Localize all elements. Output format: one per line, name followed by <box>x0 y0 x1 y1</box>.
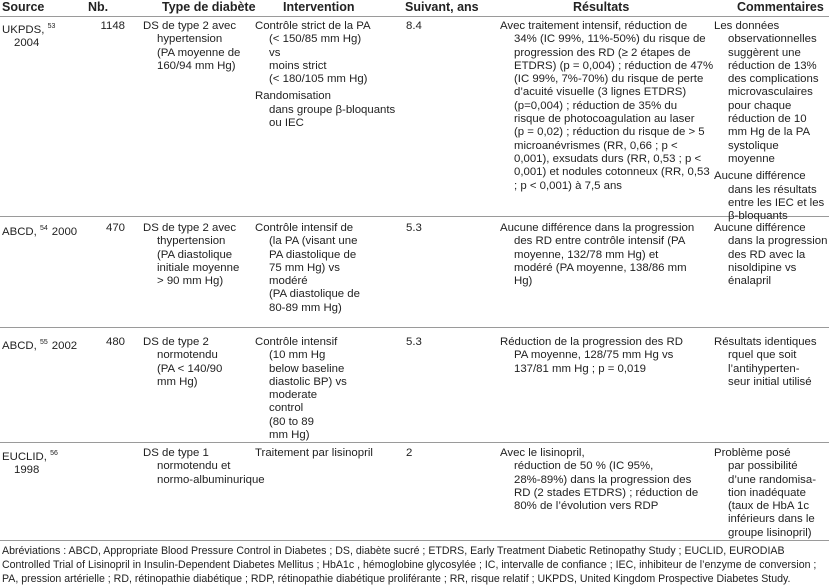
text-line: dans la progression <box>728 235 828 248</box>
text-line: ou IEC <box>269 117 304 130</box>
text-line: réduction de 10 <box>728 113 807 126</box>
text-line: DS de type 2 avec <box>143 222 237 234</box>
text-line: moyenne <box>728 152 775 165</box>
text-line: Aucune différence <box>714 222 806 234</box>
text-line: microanévrismes (RR, 0,66 ; p < <box>514 139 678 152</box>
paragraph <box>255 447 373 460</box>
header-nb: Nb. <box>88 0 109 14</box>
text-line: moins strict <box>269 59 327 72</box>
text-line: par possibilité <box>728 460 798 473</box>
intervention-cell <box>255 20 395 130</box>
text-line: l’antihyperten- <box>728 362 800 375</box>
text-line: β-bloquants <box>728 210 788 223</box>
header-source: Source <box>2 0 45 14</box>
paragraph <box>714 170 824 223</box>
text-line: PA moyenne, 128/75 mm Hg vs <box>514 349 674 362</box>
text-line: suggèrent une <box>728 46 801 59</box>
diabetes-type-cell <box>143 222 239 288</box>
paragraph <box>500 20 713 193</box>
text-line: DS de type 2 <box>143 336 209 348</box>
text-line: Avec traitement intensif, réduction de <box>500 20 688 32</box>
text-line: Traitement par lisinopril <box>255 447 373 459</box>
paragraph <box>500 336 683 376</box>
text-line: d’acuité visuelle (3 lignes ETDRS) <box>514 86 687 99</box>
text-line: Aucune différence <box>714 170 806 183</box>
paragraph <box>714 336 817 389</box>
intervention-cell <box>255 336 347 442</box>
source-year: 2000 <box>51 226 78 238</box>
text-line: 34% (IC 99%, 11%-50%) du risque de <box>514 33 706 46</box>
text-line: normo-albuminurique <box>157 473 265 486</box>
text-line: RD (2 stades ETDRS) ; réduction de <box>514 486 699 499</box>
paragraph <box>255 222 360 315</box>
text-line: réduction de 13% <box>728 59 817 72</box>
paragraph <box>714 447 816 540</box>
text-line: Aucune différence dans la progression <box>500 222 695 234</box>
text-line: observationnelles <box>728 33 817 46</box>
text-line: des complications <box>728 73 819 86</box>
text-line: moyenne, 132/78 mm Hg) et <box>514 248 659 261</box>
text-line: DS de type 1 <box>143 447 209 459</box>
source-name: ABCD, <box>2 226 40 238</box>
paragraph <box>143 222 239 288</box>
text-line: thypertension <box>157 235 226 248</box>
header-results: Résultats <box>573 0 630 14</box>
row-divider <box>0 540 829 541</box>
text-line: dans groupe β-bloquants <box>269 103 396 116</box>
source-cell <box>2 336 77 353</box>
paragraph <box>255 336 347 442</box>
followup-cell: 2 <box>406 447 413 459</box>
text-line: 80% de l’évolution vers RDP <box>514 500 659 513</box>
source-year: 1998 <box>14 464 40 477</box>
comments-cell <box>714 447 816 540</box>
text-line: Randomisation <box>255 90 331 103</box>
text-line: mm Hg) <box>269 429 310 442</box>
text-line: réduction de 50 % (IC 95%, <box>514 460 654 473</box>
text-line: hypertension <box>157 33 223 46</box>
text-line: (80 to 89 <box>269 415 314 428</box>
text-line: (< 180/105 mm Hg) <box>269 73 368 86</box>
count-cell: 480 <box>105 336 125 348</box>
text-line: dans les résultats <box>728 183 817 196</box>
diabetes-type-cell <box>143 447 265 487</box>
row-divider <box>0 327 829 328</box>
paragraph <box>143 20 240 73</box>
source-name: ABCD, <box>2 340 40 352</box>
count-cell: 1148 <box>100 20 125 32</box>
text-line: 0,001), exsudats durs (RR, 0,53 ; p < <box>514 152 702 165</box>
text-line: (p=0,004) ; réduction de 35% du <box>514 99 678 112</box>
comments-cell <box>714 336 817 389</box>
text-line: systolique <box>728 139 779 152</box>
text-line: (IC 99%, 7%-70%) du risque de perte <box>514 73 704 86</box>
text-line: entre les IEC et les <box>728 196 825 209</box>
text-line: mm Hg de la PA <box>728 126 811 139</box>
text-line: Résultats identiques <box>714 336 817 348</box>
followup-cell: 5.3 <box>406 222 422 234</box>
intervention-cell <box>255 222 360 315</box>
comments-cell <box>714 20 824 223</box>
paragraph <box>714 222 827 288</box>
text-line: ; p < 0,001) à 7,5 ans <box>514 179 622 192</box>
header-intervention: Intervention <box>283 0 355 14</box>
header-followup: Suivant, ans <box>405 0 479 14</box>
text-line: (< 150/85 mm Hg) <box>269 33 362 46</box>
text-line: inférieurs dans le <box>728 513 815 526</box>
paragraph <box>143 447 265 487</box>
text-line: risque de photocoagulation au laser <box>514 113 695 126</box>
text-line: (p = 0,02) ; réduction du risque de > 5 <box>514 126 705 139</box>
row-divider <box>0 216 829 217</box>
results-cell <box>500 20 713 193</box>
header-comments: Commentaires <box>737 0 824 14</box>
paragraph <box>255 20 395 86</box>
text-line: initiale moyenne <box>157 261 240 274</box>
text-line: (taux de HbA 1c <box>728 500 810 513</box>
text-line: 137/81 mm Hg ; p = 0,019 <box>514 362 647 375</box>
text-line: rquel que soit <box>728 349 797 362</box>
text-line: Problème posé <box>714 447 791 459</box>
text-line: (10 mm Hg <box>269 349 326 362</box>
text-line: > 90 mm Hg) <box>157 275 224 288</box>
paragraph <box>500 222 694 288</box>
text-line: pour chaque <box>728 99 792 112</box>
text-line: énalapril <box>728 275 772 288</box>
text-line: normotendu <box>157 349 218 362</box>
paragraph <box>714 20 824 166</box>
text-line: (la PA (visant une <box>269 235 358 248</box>
text-line: DS de type 2 avec <box>143 20 237 32</box>
results-cell <box>500 336 683 376</box>
text-line: 28%-89%) dans la progression des <box>514 473 692 486</box>
paragraph <box>255 90 395 130</box>
text-line: (PA moyenne de <box>157 46 241 59</box>
text-line: 75 mm Hg) vs <box>269 261 340 274</box>
source-cell <box>2 222 77 239</box>
results-cell <box>500 447 698 513</box>
source-cell <box>2 20 55 51</box>
text-line: des RD avec la <box>728 248 806 261</box>
text-line: 80-89 mm Hg) <box>269 301 342 314</box>
text-line: Contrôle strict de la PA <box>255 20 371 32</box>
text-line: nisoldipine vs <box>728 261 797 274</box>
text-line: modéré (PA moyenne, 138/86 mm <box>514 261 687 274</box>
text-line: groupe lisinopril) <box>728 526 812 539</box>
text-line: ETDRS) (p = 0,004) ; réduction de 47% <box>514 59 714 72</box>
text-line: d’une randomisa- <box>728 473 817 486</box>
row-divider <box>0 442 829 443</box>
diabetes-type-cell <box>143 20 240 73</box>
text-line: Hg) <box>514 275 533 288</box>
text-line: normotendu et <box>157 460 231 473</box>
row-divider <box>0 16 829 17</box>
text-line: Contrôle intensif de <box>255 222 354 234</box>
header-type: Type de diabète <box>162 0 256 14</box>
text-line: (PA diastolique de <box>269 288 360 301</box>
paragraph <box>143 336 222 389</box>
text-line: progression des RD (≥ 2 étapes de <box>514 46 691 59</box>
comments-cell <box>714 222 827 288</box>
text-line: below baseline <box>269 362 345 375</box>
source-year: 2004 <box>14 37 40 50</box>
text-line: mm Hg) <box>157 375 198 388</box>
text-line: seur initial utilisé <box>728 375 812 388</box>
source-year: 2002 <box>51 340 78 352</box>
source-name: UKPDS, <box>2 24 48 36</box>
reference-number[interactable]: 53 <box>47 23 56 30</box>
paragraph <box>500 447 698 513</box>
text-line: des RD entre contrôle intensif (PA <box>514 235 686 248</box>
text-line: 160/94 mm Hg) <box>157 59 236 72</box>
text-line: modéré <box>269 275 308 288</box>
intervention-cell <box>255 447 373 460</box>
source-name: EUCLID, <box>2 451 51 463</box>
text-line: microvasculaires <box>728 86 813 99</box>
text-line: Réduction de la progression des RD <box>500 336 683 348</box>
reference-number[interactable]: 56 <box>50 450 58 457</box>
reference-number[interactable]: 54 <box>39 225 48 232</box>
text-line: 0,001) et nodules cotonneux (RR, 0,53 <box>514 166 710 179</box>
followup-cell: 8.4 <box>406 20 422 32</box>
text-line: vs <box>269 46 281 59</box>
results-cell <box>500 222 694 288</box>
footnote: Abréviations : ABCD, Appropriate Blood Pressure Control in Diabetes ; DS, diabète sucré ; ETDRS, Early Treatment Diabetic Retinopathy Study ; EUCLID, EURODIAB Controlled Trial of Lisinopril in Insulin-Dependent Diabetes Mellitus ; HbA1c , hémoglobine glycosylée ; IC, intervalle de confiance ; IEC, inhibiteur de l’enzyme de conversion ; PA, pression artérielle ; RD, rétinopathie diabétique ; RDP, rétinopathie diabétique proliférante ; RR, risque relatif ; UKPDS, United Kingdom Prospective Diabetes Study. <box>2 545 817 585</box>
text-line: diastolic BP) vs <box>269 375 347 388</box>
text-line: moderate <box>269 389 318 402</box>
text-line: Avec le lisinopril, <box>500 447 585 459</box>
text-line: tion inadéquate <box>728 486 806 499</box>
text-line: PA diastolique de <box>269 248 357 261</box>
text-line: (PA diastolique <box>157 248 233 261</box>
followup-cell: 5.3 <box>406 336 422 348</box>
reference-number[interactable]: 55 <box>39 339 48 346</box>
text-line: Contrôle intensif <box>255 336 338 348</box>
diabetes-type-cell <box>143 336 222 389</box>
text-line: (PA < 140/90 <box>157 362 223 375</box>
text-line: control <box>269 402 304 415</box>
source-cell <box>2 447 58 478</box>
text-line: Les données <box>714 20 780 32</box>
count-cell: 470 <box>105 222 125 234</box>
